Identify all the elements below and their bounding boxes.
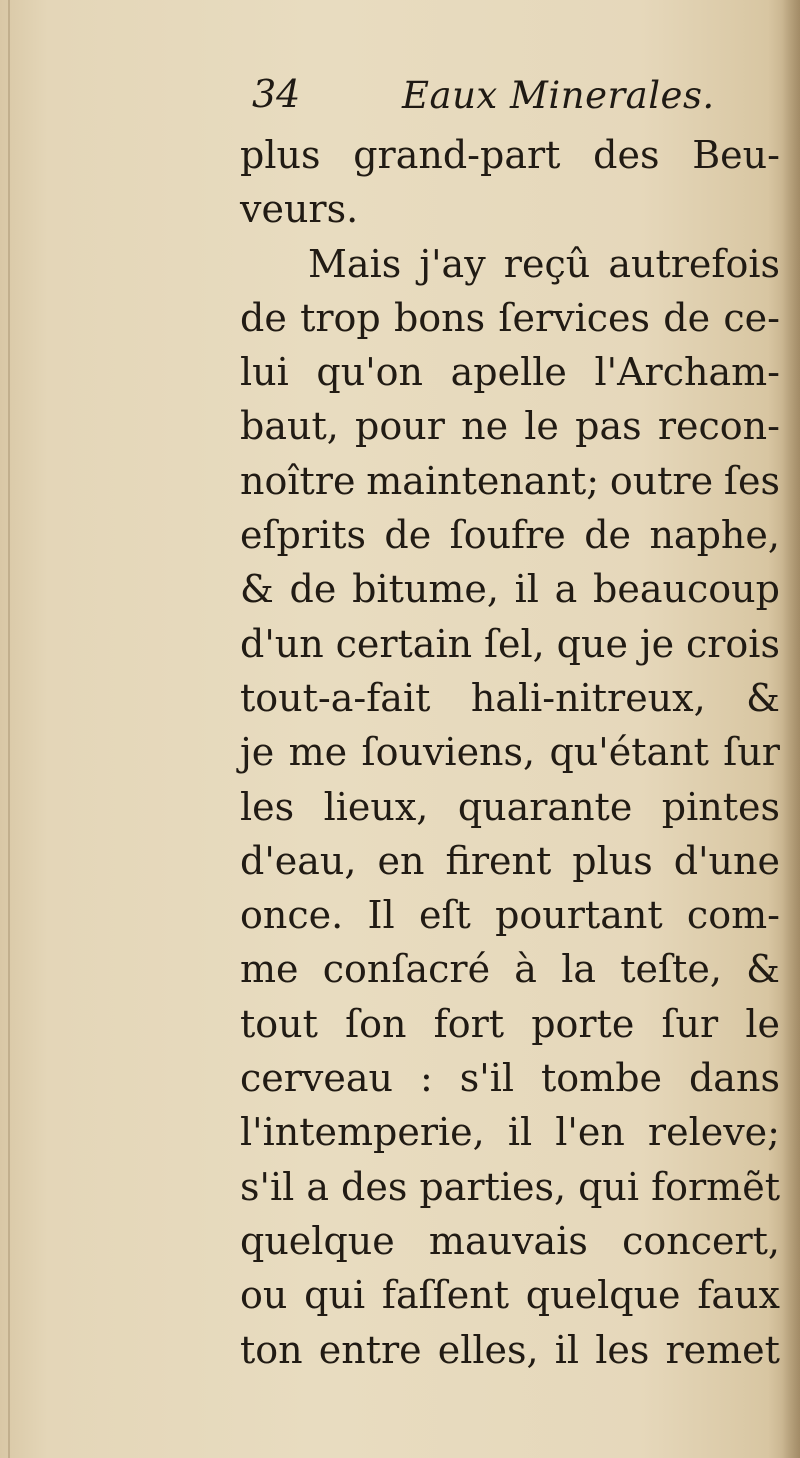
text-line: s'il a des parties, qui formẽt [240, 1164, 780, 1209]
text-line: veurs. [240, 187, 359, 232]
text-line: d'un certain ſel, que je crois [240, 621, 780, 666]
text-line: je me ſouviens, qu'étant ſur [240, 730, 780, 775]
text-line: quelque mauvais concert, [240, 1218, 780, 1263]
text-line: noître maintenant; outre ſes [240, 458, 780, 503]
body-text [240, 128, 780, 1377]
running-head [252, 72, 772, 122]
text-line: once. Il eſt pourtant com- [240, 893, 780, 938]
text-line: les lieux, quarante pintes [240, 784, 780, 829]
text-line: & de bitume, il a beaucoup [240, 567, 780, 612]
page-number: 34 [252, 72, 301, 116]
text-line: ton entre elles, il les remet [240, 1327, 780, 1372]
text-line: ou qui faſſent quelque faux [240, 1273, 780, 1318]
text-line: cerveau : s'il tombe dans [240, 1056, 780, 1101]
running-title: Eaux Minerales. [402, 74, 715, 117]
text-line: lui qu'on apelle l'Archam- [240, 350, 780, 395]
text-line: tout ſon fort porte ſur le [240, 1001, 780, 1046]
text-line: l'intemperie, il l'en releve; [240, 1110, 780, 1155]
binding-gutter [8, 0, 10, 1458]
text-line: d'eau, en firent plus d'une [240, 838, 780, 883]
text-line: plus grand-part des Beu- [240, 133, 780, 177]
text-line: baut, pour ne le pas recon- [240, 404, 780, 449]
text-line: de trop bons ſervices de ce- [240, 295, 780, 340]
text-line: tout-a-fait hali-nitreux, & [240, 675, 780, 720]
page-edge-shadow [782, 0, 800, 1458]
text-line: me conſacré à la teſte, & [240, 947, 780, 992]
text-line: eſprits de ſoufre de naphe, [240, 513, 780, 558]
text-line: Mais j'ay reçû autrefois [308, 241, 780, 286]
